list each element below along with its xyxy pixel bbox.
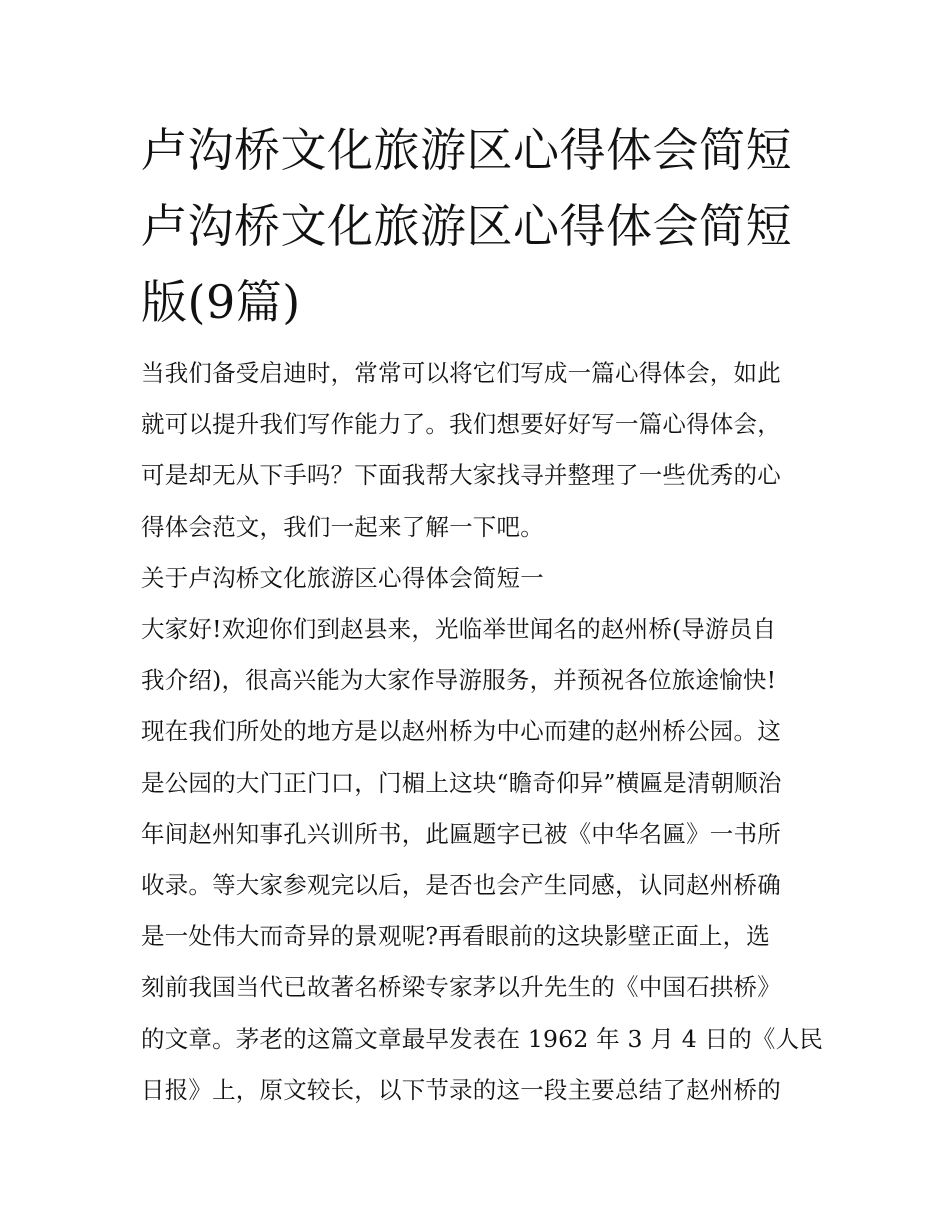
text-line: 年间赵州知事孔兴训所书，此匾题字已被《中华名匾》一书所	[141, 819, 781, 848]
text-line: 就可以提升我们写作能力了。我们想要好好写一篇心得体会，	[141, 410, 781, 439]
text-line: 现在我们所处的地方是以赵州桥为中心而建的赵州桥公园。这	[141, 717, 781, 746]
text-line: 的文章。茅老的这篇文章最早发表在 1962 年 3 月 4 日的《人民	[141, 1024, 824, 1053]
text-line: 可是却无从下手吗？下面我帮大家找寻并整理了一些优秀的心	[141, 461, 781, 490]
text-line: 是公园的大门正门口，门楣上这块“瞻奇仰异”横匾是清朝顺治	[141, 768, 782, 797]
text-line: 是一处伟大而奇异的景观呢?再看眼前的这块影壁正面上，选	[141, 922, 770, 951]
text-line: 得体会范文，我们一起来了解一下吧。	[141, 512, 544, 541]
text-line: 日报》上，原文较长，以下节录的这一段主要总结了赵州桥的	[141, 1075, 781, 1104]
text-line: 当我们备受启迪时，常常可以将它们写成一篇心得体会，如此	[141, 359, 781, 387]
section-heading: 关于卢沟桥文化旅游区心得体会简短一	[141, 563, 544, 592]
text-line: 收录。等大家参观完以后，是否也会产生同感，认同赵州桥确	[141, 871, 781, 900]
text-line: 刻前我国当代已故著名桥梁专家茅以升先生的《中国石拱桥》	[141, 973, 781, 1002]
document-body	[141, 348, 824, 1116]
text-line: 大家好!欢迎你们到赵县来，光临举世闻名的赵州桥(导游员自	[141, 615, 777, 644]
document-title: 卢沟桥文化旅游区心得体会简短 卢沟桥文化旅游区心得体会简短版(9篇)	[141, 123, 792, 329]
document-content	[141, 112, 824, 1116]
text-line: 我介绍)，很高兴能为大家作导游服务，并预祝各位旅途愉快!	[141, 666, 777, 695]
